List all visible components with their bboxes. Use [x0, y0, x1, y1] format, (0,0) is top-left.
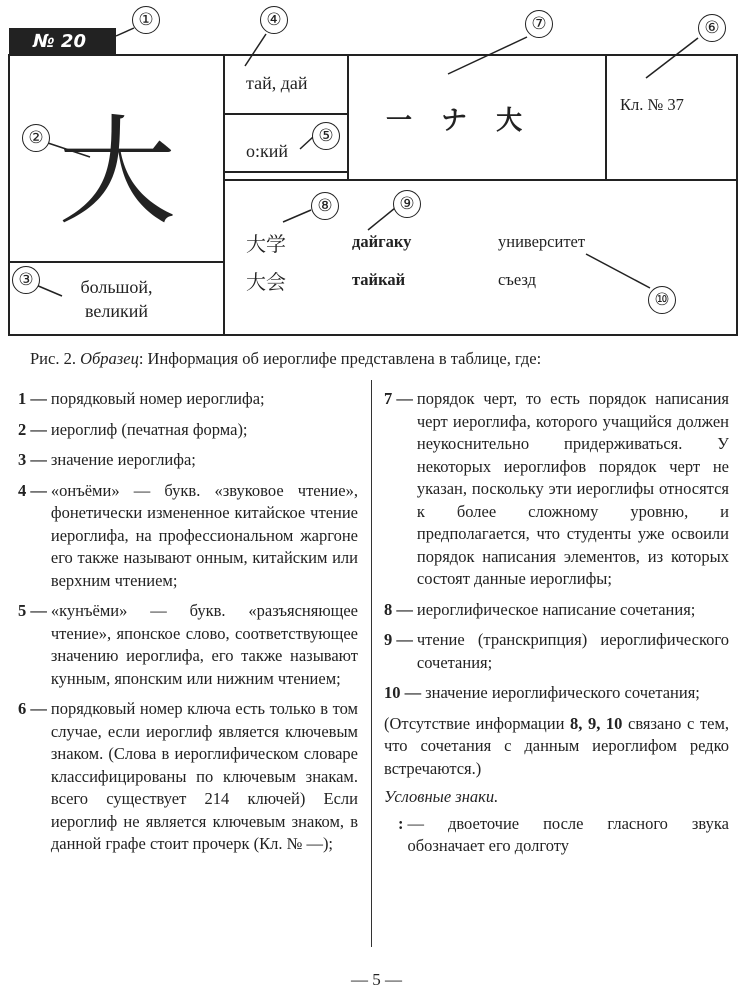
item-number: 9 — — [384, 630, 413, 649]
item-text: порядковый номер иероглифа; — [50, 389, 265, 408]
list-item — [384, 388, 729, 591]
item-text: иероглифическое написание сочетания; — [416, 599, 696, 619]
item-number: 1 — — [18, 389, 47, 408]
figure-caption — [30, 349, 541, 369]
list-item — [18, 419, 358, 442]
callout-8: ⑧ — [311, 192, 339, 220]
note-open: (Отсутствие информации — [384, 713, 565, 733]
callout-7: ⑦ — [525, 10, 553, 38]
meaning-line-2: великий — [84, 301, 148, 321]
item-text: «онъёми» — букв. «звуковое чтение», фонетически измененное китайское чтение иероглифа, на профессиональном жаргоне его также называют онным, китайским или верхним чтением; — [50, 480, 358, 590]
legend-symbol: : — [398, 813, 404, 833]
right-column — [384, 388, 729, 866]
item-number: 7 — — [384, 389, 413, 408]
list-item — [18, 600, 358, 690]
legend-text: — двоеточие после гласного звука обозначает его долготу — [407, 813, 729, 855]
callout-5: ⑤ — [312, 122, 340, 150]
item-text: порядок черт, то есть порядок написания черт иероглифа, которого учащийся должен неукоснительно придерживаться. У некоторых иероглифов порядок черт не указан, поскольку эти иероглифы относятся к более сложному уровню, и предполагается, что студенты уже освоили порядок написания элементов, из которых состоят данные иероглифы; — [416, 389, 729, 588]
list-item — [384, 629, 729, 674]
column-divider — [371, 380, 372, 947]
compound-reading-1: дайгаку — [352, 232, 412, 251]
item-text: значение иероглифического сочетания; — [425, 683, 700, 702]
callout-10: ⑩ — [648, 286, 676, 314]
callout-9: ⑨ — [393, 190, 421, 218]
list-item — [384, 599, 729, 622]
item-text: значение иероглифа; — [50, 450, 196, 469]
left-column — [18, 388, 358, 864]
callout-4: ④ — [260, 6, 288, 34]
item-number: 4 — — [18, 480, 47, 500]
item-number: 8 — — [384, 599, 413, 619]
legend-item — [384, 813, 729, 858]
list-item — [18, 480, 358, 593]
compound-reading-2: тайкай — [352, 270, 406, 289]
list-item — [18, 449, 358, 472]
meaning-line-1: большой, — [80, 277, 153, 297]
item-number: 3 — — [18, 450, 47, 469]
note-close: связано с тем, что сочетания с данным иероглифом редко встречаются.) — [384, 713, 730, 778]
note-numbers: 8, 9, 10 — [570, 713, 623, 733]
item-text: порядковый номер ключа есть только в том случае, если иероглиф является ключевым знаком. (Слова в иероглифическом словаре классифицированы по ключевым знакам. всего существует 214 ключей) Если иероглиф не является ключевым знаком, в данной графе стоит прочерк (Кл. № —); — [50, 699, 358, 853]
item-number: 5 — — [18, 601, 47, 620]
key-number: Кл. № 37 — [620, 95, 684, 114]
card-number-label: № 20 — [9, 28, 116, 55]
kunyomi-reading: о:кий — [246, 141, 289, 161]
list-item — [384, 682, 729, 705]
kanji-glyph: 大 — [58, 103, 177, 241]
callout-2: ② — [22, 124, 50, 152]
legend-title: Условные знаки. — [384, 787, 499, 806]
compound-kanji-2: 大会 — [246, 270, 286, 294]
list-item — [18, 698, 358, 856]
stroke-order: 一 ナ 大 — [386, 106, 533, 136]
item-number: 2 — — [18, 419, 47, 439]
list-item — [18, 388, 358, 411]
caption-rest: : Информация об иероглифе представлена в таблице, где: — [138, 349, 542, 368]
caption-prefix: Рис. 2. — [30, 349, 76, 368]
item-number: 10 — — [384, 683, 422, 702]
kanji-meaning — [9, 275, 224, 323]
caption-italic: Образец — [80, 349, 139, 368]
compound-kanji-1: 大学 — [246, 232, 286, 256]
page-number: — 5 — — [351, 970, 402, 989]
compound-meaning-1: университет — [498, 232, 586, 251]
item-number: 6 — — [18, 699, 47, 718]
onyomi-reading: тай, дай — [246, 73, 308, 93]
compound-meaning-2: съезд — [498, 270, 536, 289]
callout-1: ① — [132, 6, 160, 34]
absence-note — [384, 713, 729, 781]
item-text: иероглиф (печатная форма); — [50, 419, 248, 439]
item-text: «кунъёми» — букв. «разъясняющее чтение», японское слово, соответствующее значению иероглифа, его также называют кунным, японским или нижним чтением; — [50, 601, 358, 688]
callout-6: ⑥ — [698, 14, 726, 42]
callout-3: ③ — [12, 266, 40, 294]
item-text: чтение (транскрипция) иероглифического сочетания; — [416, 630, 729, 672]
